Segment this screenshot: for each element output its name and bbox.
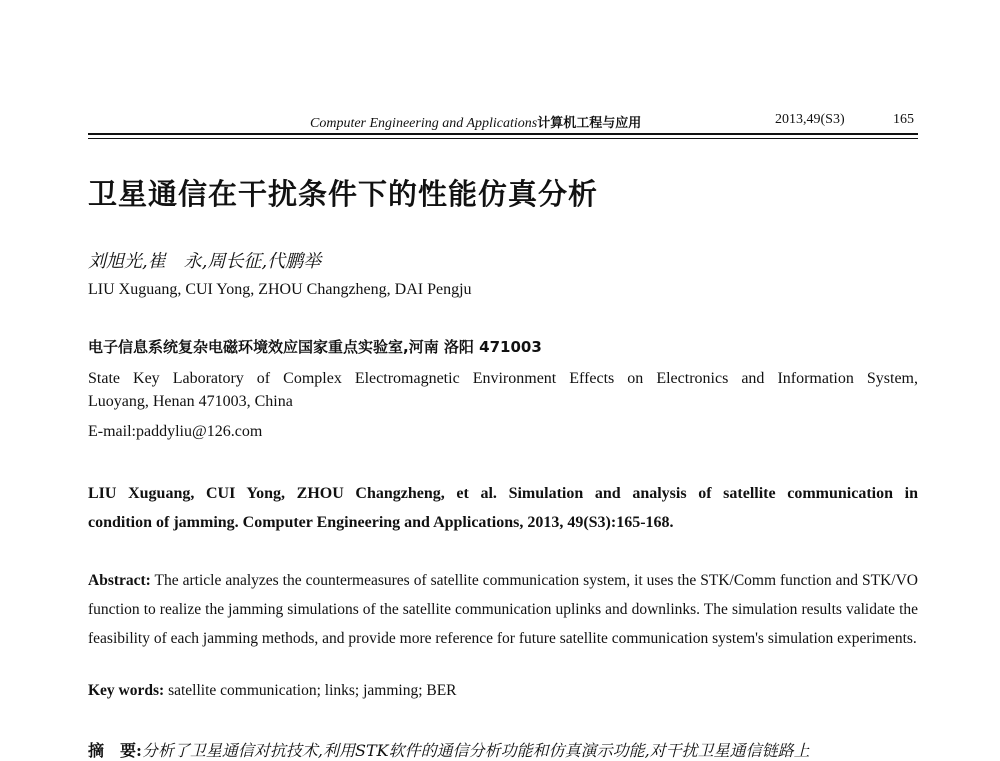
affiliation-en-line1: State Key Laboratory of Complex Electromagnetic Environment Effects on Electronics and Information System, [88, 370, 918, 387]
header-rule-thick [88, 133, 918, 135]
authors-en: LIU Xuguang, CUI Yong, ZHOU Changzheng, DAI Pengju [88, 281, 472, 298]
citation-line1: LIU Xuguang, CUI Yong, ZHOU Changzheng, et al. Simulation and analysis of satellite communication in [88, 485, 918, 502]
cn-abstract-text: 分析了卫星通信对抗技术,利用STK软件的通信分析功能和仿真演示功能,对干扰卫星通信链路上 [141, 741, 810, 760]
cn-abstract-label: 摘 要: [88, 741, 142, 760]
abstract-text: The article analyzes the countermeasures of satellite communication system, it uses the STK/Comm function and STK/VO function to realize the jamming simulations of the satellite communication uplinks and downlinks. The simulation results validate the feasibility of each jamming methods, and provide more reference for future satellite communication system's simulation experiments. [88, 572, 918, 647]
paper-title: 卫星通信在干扰条件下的性能仿真分析 [88, 177, 599, 211]
citation-line2: condition of jamming. Computer Engineering and Applications, 2013, 49(S3):165-168. [88, 514, 674, 531]
journal-name-cn: 计算机工程与应用 [537, 116, 642, 131]
abstract [88, 566, 918, 653]
affiliation-cn: 电子信息系统复杂电磁环境效应国家重点实验室,河南 洛阳 471003 [88, 338, 542, 356]
running-header [310, 112, 730, 132]
keywords-label: Key words: [88, 682, 165, 699]
page-number: 165 [893, 112, 914, 127]
affiliation-en-line2: Luoyang, Henan 471003, China [88, 393, 293, 410]
keywords [88, 682, 457, 700]
keywords-text: satellite communication; links; jamming; BER [164, 682, 457, 699]
cn-abstract [88, 738, 810, 761]
header-rule-thin [88, 138, 918, 139]
issue-info: 2013,49(S3) [775, 112, 845, 127]
email: E-mail:paddyliu@126.com [88, 423, 263, 440]
journal-name-en: Computer Engineering and Applications [310, 116, 538, 131]
abstract-label: Abstract: [88, 572, 151, 589]
citation [88, 479, 918, 537]
authors-cn: 刘旭光,崔 永,周长征,代鹏举 [88, 251, 322, 272]
